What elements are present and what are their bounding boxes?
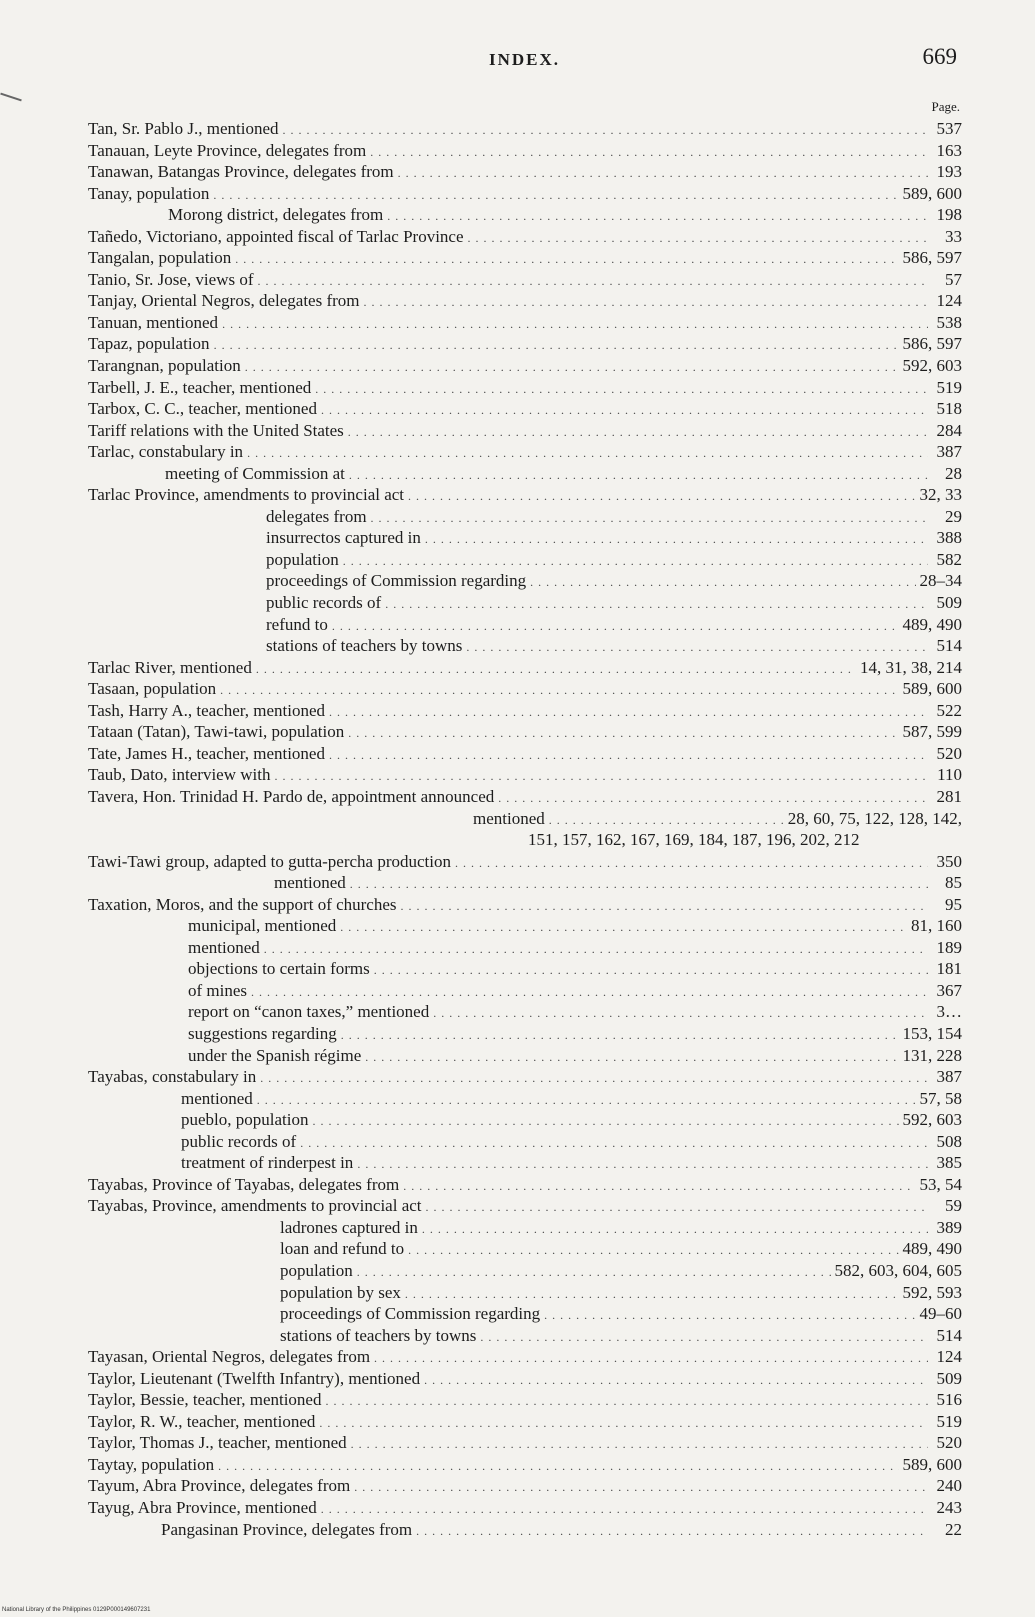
index-entries	[88, 118, 962, 1540]
entry-text: loan and refund to	[280, 1239, 405, 1259]
entry-text: Pangasinan Province, delegates from	[161, 1519, 413, 1539]
entry-text: Tayum, Abra Province, delegates from	[88, 1476, 351, 1496]
entry-text: population	[266, 549, 339, 569]
index-entry	[88, 398, 962, 420]
entry-text: treatment of rinderpest in	[181, 1153, 354, 1173]
index-entry	[88, 1325, 962, 1347]
dot-leader	[264, 939, 928, 961]
index-entry	[88, 269, 962, 291]
dot-leader	[466, 637, 928, 659]
index-entry	[88, 549, 962, 571]
index-entry	[88, 1217, 962, 1239]
dot-leader	[468, 228, 928, 250]
entry-page: 59	[945, 1196, 962, 1216]
entry-text: Tangalan, population	[88, 248, 232, 268]
entry-text: Taylor, R. W., teacher, mentioned	[88, 1411, 316, 1431]
entry-page: 153, 154	[902, 1023, 962, 1043]
entry-text: Tayug, Abra Province, mentioned	[88, 1498, 317, 1517]
index-entry	[88, 657, 962, 679]
dot-leader	[357, 1262, 831, 1284]
entry-text: meeting of Commission at	[165, 463, 345, 483]
dot-leader	[218, 1456, 898, 1478]
entry-page: 198	[936, 205, 962, 225]
index-entry	[88, 1195, 962, 1217]
dot-leader	[329, 745, 928, 767]
entry-text: proceedings of Commission regarding	[266, 571, 527, 591]
entry-page: 509	[936, 1368, 962, 1388]
index-entry	[88, 1303, 962, 1325]
dot-leader	[274, 766, 928, 788]
dot-leader	[321, 400, 928, 422]
index-entry	[88, 592, 962, 614]
dot-leader	[403, 1176, 915, 1198]
entry-text: Tawi-Tawi group, adapted to gutta-percha production	[88, 851, 451, 871]
dot-leader	[370, 142, 928, 164]
page-column-label: Page.	[931, 99, 960, 114]
entry-text: mentioned	[188, 937, 260, 957]
entry-text: Tanay, population	[88, 183, 210, 203]
index-entry	[88, 721, 962, 743]
dot-leader	[321, 1499, 928, 1521]
entry-page: 189	[936, 937, 962, 957]
entry-page: 53, 54	[919, 1174, 962, 1194]
index-entry	[88, 355, 962, 377]
entry-page: 32, 33	[919, 485, 962, 505]
entry-text: delegates from	[266, 506, 367, 526]
dot-leader	[348, 723, 898, 745]
entry-page: 520	[936, 743, 962, 763]
dot-leader	[220, 680, 898, 702]
index-entry	[88, 570, 962, 592]
entry-text: Tash, Harry A., teacher, mentioned	[88, 700, 325, 720]
dot-leader	[349, 465, 928, 487]
entry-text: population	[280, 1260, 353, 1280]
entry-page: 522	[936, 700, 962, 720]
index-entry	[88, 851, 962, 873]
entry-page: 28	[945, 463, 962, 483]
entry-text: Tariff relations with the United States	[88, 420, 344, 440]
index-entry	[88, 1475, 962, 1497]
entry-text: stations of teachers by towns	[266, 636, 463, 656]
dot-leader	[530, 572, 915, 594]
dot-leader	[357, 1154, 928, 1176]
entry-page: 124	[936, 1347, 962, 1367]
entry-text: mentioned	[181, 1088, 253, 1108]
page-header	[88, 44, 961, 78]
index-entry	[88, 872, 962, 894]
entry-text: Taylor, Thomas J., teacher, mentioned	[88, 1433, 347, 1453]
dot-leader	[480, 1327, 928, 1349]
entry-page: 28–34	[919, 571, 962, 591]
entry-page: 124	[936, 291, 962, 311]
index-entry	[88, 441, 962, 463]
entry-text: public records of	[181, 1131, 297, 1151]
entry-text: public records of	[266, 593, 382, 613]
entry-page: 181	[936, 959, 962, 979]
dot-leader	[405, 1284, 899, 1306]
dot-leader	[247, 443, 928, 465]
index-entry	[88, 1432, 962, 1454]
dot-leader	[214, 335, 899, 357]
entry-text: Tan, Sr. Pablo J., mentioned	[88, 119, 279, 138]
entry-text: Taylor, Lieutenant (Twelfth Infantry), mentioned	[88, 1368, 421, 1388]
dot-leader	[549, 810, 784, 832]
dot-leader	[319, 1413, 928, 1435]
index-entry	[88, 247, 962, 269]
entry-page: 28, 60, 75, 122, 128, 142,	[787, 808, 962, 828]
index-entry	[88, 937, 962, 959]
dot-leader	[374, 960, 928, 982]
entry-page: 589, 600	[902, 1454, 962, 1474]
entry-text: 151, 157, 162, 167, 169, 184, 187, 196, 202, 212	[528, 830, 860, 850]
entry-text: Tayabas, Province of Tayabas, delegates from	[88, 1174, 400, 1194]
index-entry	[88, 312, 962, 334]
entry-page: 49–60	[919, 1304, 962, 1324]
dot-leader	[365, 1047, 898, 1069]
entry-text: report on “canon taxes,” mentioned	[188, 1002, 430, 1022]
dot-leader	[332, 616, 899, 638]
entry-page: 81, 160	[911, 916, 962, 936]
dot-leader	[364, 292, 929, 314]
entry-text: Tarbell, J. E., teacher, mentioned	[88, 377, 312, 397]
entry-page: 193	[936, 162, 962, 182]
entry-page: 586, 597	[902, 248, 962, 268]
index-entry	[88, 614, 962, 636]
entry-page: 85	[945, 873, 962, 893]
index-entry	[88, 1066, 962, 1088]
entry-text: Tanauan, Leyte Province, delegates from	[88, 140, 367, 160]
entry-page: 509	[936, 593, 962, 613]
entry-text: Tarlac River, mentioned	[88, 657, 252, 677]
entry-page: 387	[936, 442, 962, 462]
entry-page: 243	[936, 1498, 962, 1517]
index-entry	[88, 204, 962, 226]
entry-text: Tayasan, Oriental Negros, delegates from	[88, 1347, 371, 1367]
dot-leader	[387, 206, 928, 228]
dot-leader	[348, 422, 928, 444]
index-entry	[88, 226, 962, 248]
entry-page: 592, 603	[902, 1110, 962, 1130]
dot-leader	[245, 357, 899, 379]
entry-page: 582	[936, 549, 962, 569]
index-entry	[88, 1497, 962, 1519]
entry-text: suggestions regarding	[188, 1023, 337, 1043]
dot-leader	[422, 1219, 928, 1241]
index-entry	[88, 290, 962, 312]
index-entry	[88, 1238, 962, 1260]
dot-leader	[425, 529, 928, 551]
entry-text: Morong district, delegates from	[168, 205, 384, 225]
entry-text: of mines	[188, 980, 248, 1000]
dot-leader	[385, 594, 928, 616]
dot-leader	[351, 1434, 928, 1456]
dot-leader	[426, 1197, 928, 1219]
entry-text: Tataan (Tatan), Tawi-tawi, population	[88, 722, 345, 742]
entry-text: refund to	[266, 614, 328, 634]
index-entry	[88, 829, 962, 851]
dot-leader	[213, 185, 898, 207]
dot-leader	[258, 271, 929, 293]
index-entry	[88, 1411, 962, 1433]
dot-leader	[544, 1305, 915, 1327]
index-entry	[88, 678, 962, 700]
entry-text: population by sex	[280, 1282, 401, 1302]
entry-text: Tavera, Hon. Trinidad H. Pardo de, appointment announced	[88, 786, 495, 806]
index-entry	[88, 183, 962, 205]
entry-text: objections to certain forms	[188, 959, 370, 979]
entry-text: pueblo, population	[181, 1110, 309, 1130]
entry-text: Tarlac Province, amendments to provincial act	[88, 485, 405, 505]
entry-page: 520	[936, 1433, 962, 1453]
index-entry	[88, 700, 962, 722]
index-entry	[88, 420, 962, 442]
index-entry	[88, 1260, 962, 1282]
page-title: INDEX.	[488, 50, 561, 69]
dot-leader	[354, 1477, 928, 1499]
index-entry	[88, 1152, 962, 1174]
entry-page: 518	[936, 399, 962, 419]
entry-page: 281	[936, 786, 962, 806]
index-entry	[88, 764, 962, 786]
dot-leader	[251, 982, 928, 1004]
dot-leader	[401, 896, 928, 918]
dot-leader	[398, 163, 928, 185]
entry-text: proceedings of Commission regarding	[280, 1304, 541, 1324]
entry-text: Tate, James H., teacher, mentioned	[88, 743, 325, 763]
entry-text: Tapaz, population	[88, 334, 210, 354]
entry-page: 589, 600	[902, 183, 962, 203]
entry-text: municipal, mentioned	[188, 916, 337, 936]
index-entry	[88, 1389, 962, 1411]
entry-text: Taxation, Moros, and the support of churches	[88, 894, 397, 914]
scan-mark	[0, 93, 22, 102]
entry-text: insurrectos captured in	[266, 528, 421, 548]
dot-leader	[350, 874, 928, 896]
entry-page: 592, 603	[902, 356, 962, 376]
entry-page: 389	[936, 1217, 962, 1237]
entry-page: 57	[945, 269, 962, 289]
entry-page: 388	[936, 528, 962, 548]
entry-page: 537	[936, 119, 962, 138]
index-entry	[88, 1109, 962, 1131]
entry-page: 29	[945, 506, 962, 526]
dot-leader	[343, 551, 928, 573]
entry-page: 489, 490	[902, 1239, 962, 1259]
dot-leader	[498, 788, 928, 810]
entry-page: 22	[945, 1519, 962, 1539]
entry-text: ladrones captured in	[280, 1217, 418, 1237]
entry-page: 586, 597	[902, 334, 962, 354]
entry-text: Tanio, Sr. Jose, views of	[88, 269, 254, 289]
entry-page: 514	[936, 1325, 962, 1345]
page-number: 669	[922, 44, 957, 69]
entry-page: 538	[936, 312, 962, 332]
index-entry	[88, 915, 962, 937]
entry-page: 284	[936, 420, 962, 440]
entry-text: Taub, Dato, interview with	[88, 765, 271, 785]
entry-text: Taylor, Bessie, teacher, mentioned	[88, 1390, 322, 1410]
entry-page: 57, 58	[919, 1088, 962, 1108]
entry-page: 3…	[936, 1002, 962, 1022]
entry-page: 350	[936, 851, 962, 871]
index-entry	[88, 1023, 962, 1045]
index-entry	[88, 1346, 962, 1368]
dot-leader	[235, 249, 898, 271]
index-entry	[88, 743, 962, 765]
index-entry	[88, 333, 962, 355]
index-entry	[88, 635, 962, 657]
entry-page: 110	[937, 765, 962, 785]
dot-leader	[256, 659, 856, 681]
dot-leader	[455, 853, 928, 875]
entry-text: Taytay, population	[88, 1454, 215, 1474]
entry-text: Tarangnan, population	[88, 356, 241, 376]
index-entry	[88, 1045, 962, 1067]
index-entry	[88, 1368, 962, 1390]
entry-page: 367	[936, 980, 962, 1000]
index-entry	[88, 1088, 962, 1110]
index-entry	[88, 463, 962, 485]
dot-leader	[315, 379, 928, 401]
dot-leader	[325, 1391, 928, 1413]
entry-text: Tanuan, mentioned	[88, 312, 219, 332]
entry-text: under the Spanish régime	[188, 1045, 362, 1065]
entry-page: 508	[936, 1131, 962, 1151]
entry-page: 385	[936, 1153, 962, 1173]
entry-page: 14, 31, 38, 214	[860, 657, 962, 677]
entry-text: Tasaan, population	[88, 679, 217, 699]
entry-page: 387	[936, 1067, 962, 1087]
entry-page: 516	[936, 1390, 962, 1410]
entry-page: 163	[936, 140, 962, 160]
dot-leader	[424, 1370, 928, 1392]
index-entry	[88, 161, 962, 183]
entry-text: Tayabas, Province, amendments to provincial act	[88, 1196, 422, 1216]
entry-text: Tayabas, constabulary in	[88, 1067, 257, 1087]
entry-page: 240	[936, 1476, 962, 1496]
entry-text: stations of teachers by towns	[280, 1325, 477, 1345]
index-entry	[88, 377, 962, 399]
entry-page: 489, 490	[902, 614, 962, 634]
index-entry	[88, 786, 962, 808]
index-entry	[88, 484, 962, 506]
entry-page: 587, 599	[902, 722, 962, 742]
entry-page: 582, 603, 604, 605	[834, 1260, 962, 1280]
index-entry	[88, 958, 962, 980]
index-entry	[88, 118, 962, 140]
dot-leader	[371, 508, 928, 530]
dot-leader	[408, 486, 915, 508]
entry-text: mentioned	[274, 873, 346, 893]
index-entry	[88, 1001, 962, 1023]
index-entry	[88, 1519, 962, 1541]
entry-text: mentioned	[473, 808, 545, 828]
entry-text: Tanjay, Oriental Negros, delegates from	[88, 291, 360, 311]
dot-leader	[222, 314, 928, 336]
index-entry	[88, 527, 962, 549]
dot-leader	[260, 1068, 928, 1090]
scan-footer: National Library of the Philippines 0129P000149607231	[2, 1607, 151, 1613]
entry-text: Tañedo, Victoriano, appointed fiscal of Tarlac Province	[88, 226, 464, 246]
index-entry	[88, 1131, 962, 1153]
dot-leader	[300, 1133, 928, 1155]
index-entry	[88, 808, 962, 830]
index-entry	[88, 894, 962, 916]
index-entry	[88, 1174, 962, 1196]
entry-text: Tarlac, constabulary in	[88, 442, 244, 462]
dot-leader	[408, 1240, 898, 1262]
index-entry	[88, 140, 962, 162]
dot-leader	[340, 917, 907, 939]
index-entry	[88, 1282, 962, 1304]
dot-leader	[329, 702, 928, 724]
index-entry	[88, 1454, 962, 1476]
entry-text: Tarbox, C. C., teacher, mentioned	[88, 399, 317, 419]
entry-page: 592, 593	[902, 1282, 962, 1302]
dot-leader	[257, 1090, 916, 1112]
entry-page: 131, 228	[902, 1045, 962, 1065]
entry-page: 519	[936, 1411, 962, 1431]
dot-leader	[283, 120, 928, 142]
dot-leader	[433, 1003, 928, 1025]
dot-leader	[312, 1111, 898, 1133]
index-entry	[88, 506, 962, 528]
entry-page: 589, 600	[902, 679, 962, 699]
entry-page: 95	[945, 894, 962, 914]
dot-leader	[374, 1348, 928, 1370]
entry-page: 519	[936, 377, 962, 397]
entry-page: 33	[945, 226, 962, 246]
entry-page: 514	[936, 636, 962, 656]
index-entry	[88, 980, 962, 1002]
dot-leader	[341, 1025, 899, 1047]
entry-text: Tanawan, Batangas Province, delegates from	[88, 162, 394, 182]
dot-leader	[416, 1521, 928, 1543]
